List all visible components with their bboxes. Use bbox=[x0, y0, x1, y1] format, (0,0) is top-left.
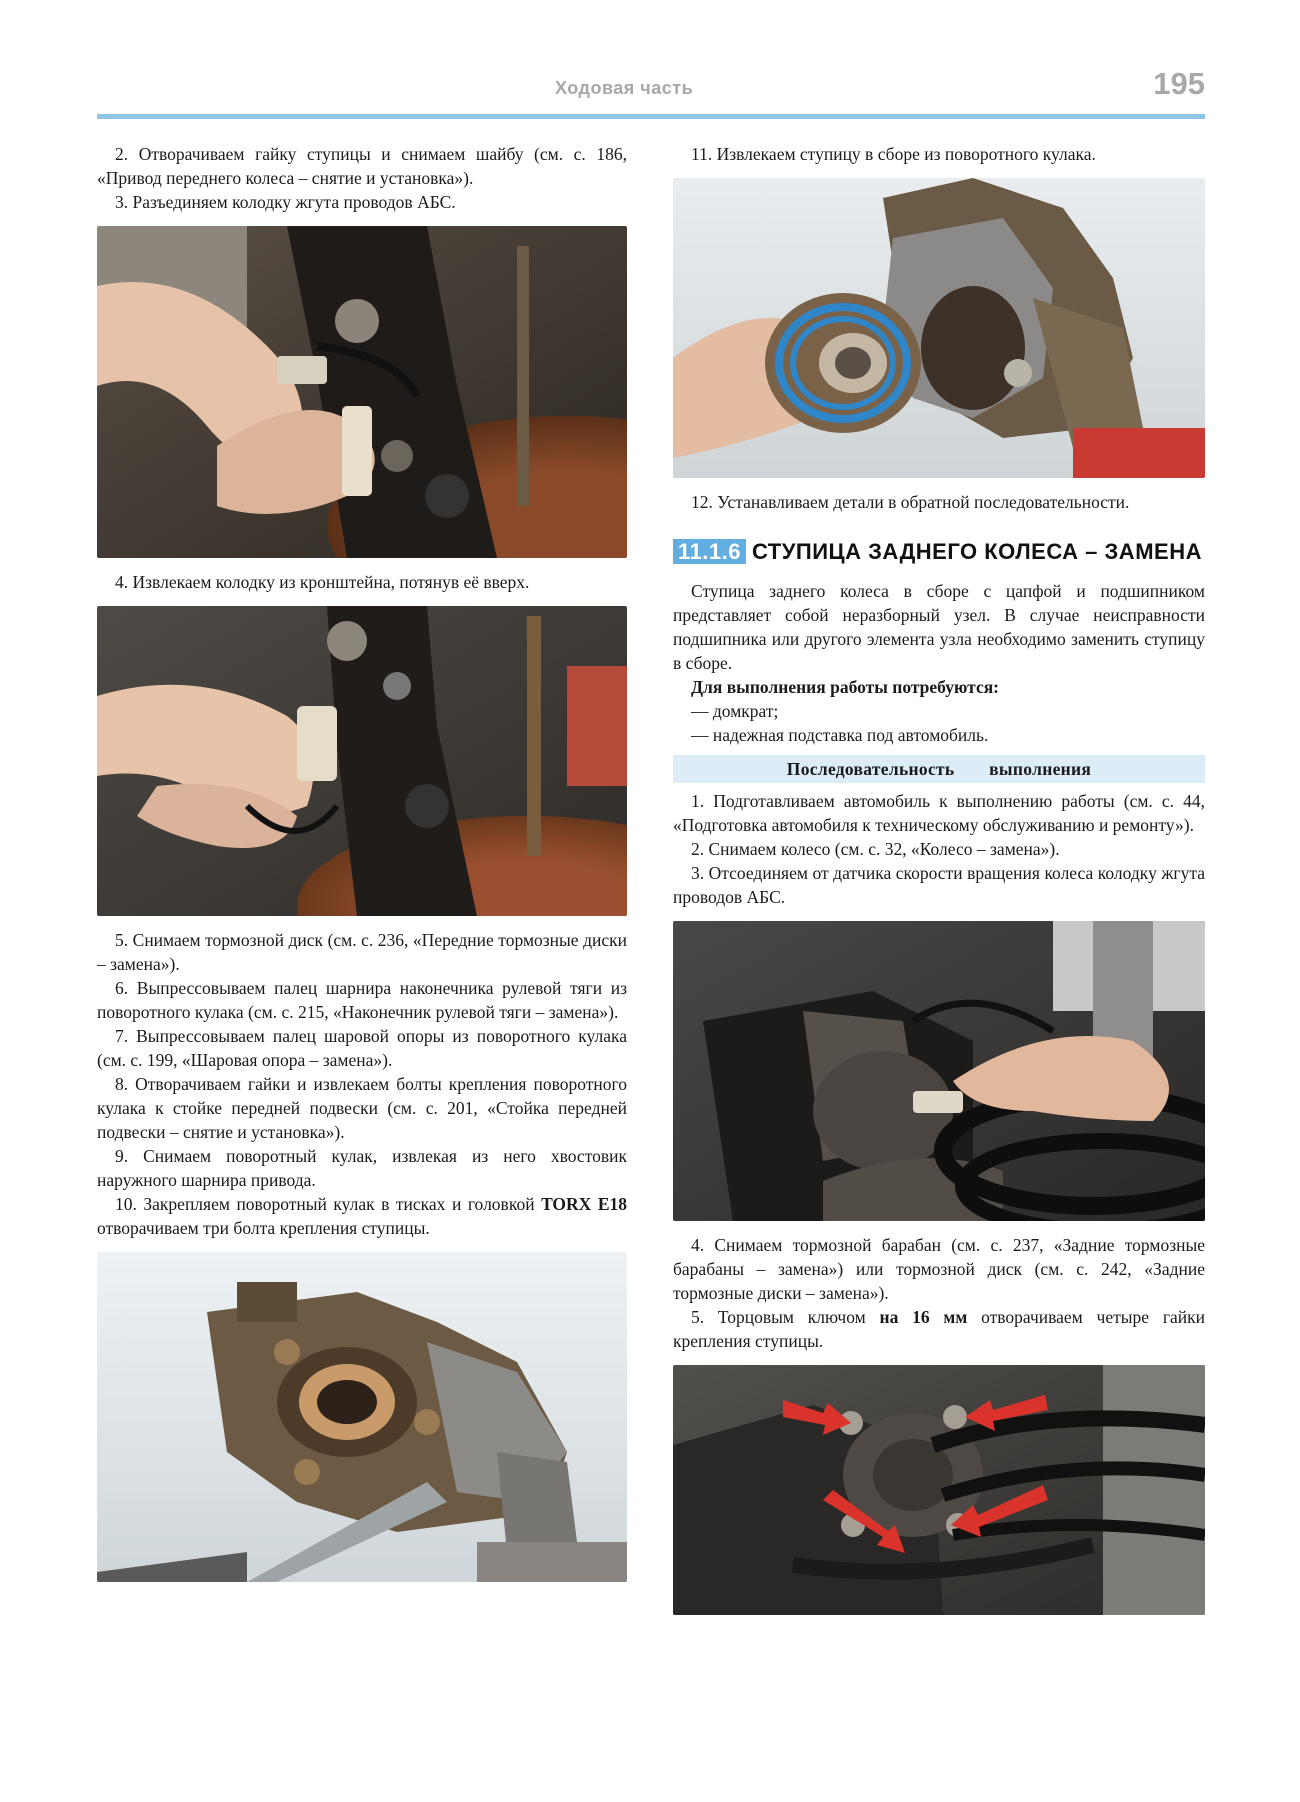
rear-step-4-text: 4. Снимаем тормозной барабан (см. с. 237, «Задние тормозные барабаны – замена») или тормозной диск (см. с. 242, «Задние тормозные диски – замена»). bbox=[673, 1235, 1205, 1303]
photo-hub-nuts-with-arrows bbox=[673, 1365, 1205, 1615]
rear-step-2-text: 2. Снимаем колесо (см. с. 32, «Колесо – замена»). bbox=[691, 839, 1060, 859]
running-title: Ходовая часть bbox=[555, 78, 694, 98]
sequence-heading: Последовательность выполнения bbox=[673, 755, 1205, 783]
rear-step-3-text: 3. Отсоединяем от датчика скорости вращения колеса колодку жгута проводов АБС. bbox=[673, 863, 1205, 907]
step-12-text: 12. Устанавливаем детали в обратной последовательности. bbox=[691, 492, 1130, 512]
step-11-text: 11. Извлекаем ступицу в сборе из поворотного кулака. bbox=[691, 144, 1096, 164]
page-number: 195 bbox=[1153, 66, 1205, 101]
section-intro: Ступица заднего колеса в сборе с цапфой и подшипником представляет собой неразборный узел. В случае неисправности подшипника или другого элемента узла необходимо заменить ступицу в сборе. bbox=[673, 581, 1205, 673]
step-8-text: 8. Отворачиваем гайки и извлекаем болты крепления поворотного кулака к стойке передней подвески (см. с. 201, «Стойка передней подвески – снятие и установка»). bbox=[97, 1074, 627, 1142]
left-column bbox=[97, 142, 627, 1582]
step-10-text: 10. Закрепляем поворотный кулак в тисках и головкой TORX E18 отворачиваем три болта крепления ступицы. bbox=[97, 1194, 628, 1238]
photo-rear-abs-connector bbox=[673, 921, 1205, 1221]
page-header bbox=[97, 62, 1205, 122]
wrench-size: на 16 мм bbox=[879, 1307, 968, 1327]
step-6-text: 6. Выпрессовываем палец шарнира наконечника рулевой тяги из поворотного кулака (см. с. 215, «Наконечник рулевой тяги – замена»). bbox=[97, 978, 627, 1022]
header-rule bbox=[97, 114, 1205, 119]
rear-step-5-text: 5. Торцовым ключом на 16 мм отворачиваем четыре гайки крепления ступицы. bbox=[673, 1307, 1205, 1351]
step-3-text: 3. Разъединяем колодку жгута проводов АБС. bbox=[115, 192, 456, 212]
step-4-text: 4. Извлекаем колодку из кронштейна, потянув её вверх. bbox=[115, 572, 530, 592]
photo-hub-extraction bbox=[673, 178, 1205, 478]
tool-item: — надежная подставка под автомобиль. bbox=[691, 725, 989, 745]
photo-abs-connector-disconnect bbox=[97, 226, 627, 558]
step-2-text: 2. Отворачиваем гайку ступицы и снимаем шайбу (см. с. 186, «Привод переднего колеса – снятие и установка»). bbox=[97, 144, 627, 188]
step-5-text: 5. Снимаем тормозной диск (см. с. 236, «Передние тормозные диски – замена»). bbox=[97, 930, 627, 974]
step-9-text: 9. Снимаем поворотный кулак, извлекая из него хвостовик наружного шарнира привода. bbox=[97, 1146, 627, 1190]
tools-heading: Для выполнения работы потребуются: bbox=[691, 677, 1000, 697]
photo-connector-removal bbox=[97, 606, 627, 916]
section-title: СТУПИЦА ЗАДНЕГО КОЛЕСА – ЗАМЕНА bbox=[751, 539, 1202, 564]
tool-item: — домкрат; bbox=[691, 701, 779, 721]
photo-knuckle-in-vise bbox=[97, 1252, 627, 1582]
section-heading bbox=[673, 536, 1205, 567]
rear-step-1-text: 1. Подготавливаем автомобиль к выполнению работы (см. с. 44, «Подготовка автомобиля к техническому обслуживанию и ремонту»). bbox=[673, 791, 1205, 835]
torx-size: TORX E18 bbox=[541, 1194, 628, 1214]
step-7-text: 7. Выпрессовываем палец шаровой опоры из поворотного кулака (см. с. 199, «Шаровая опора – замена»). bbox=[97, 1026, 627, 1070]
right-column bbox=[673, 142, 1205, 1615]
section-number: 11.1.6 bbox=[673, 539, 746, 564]
